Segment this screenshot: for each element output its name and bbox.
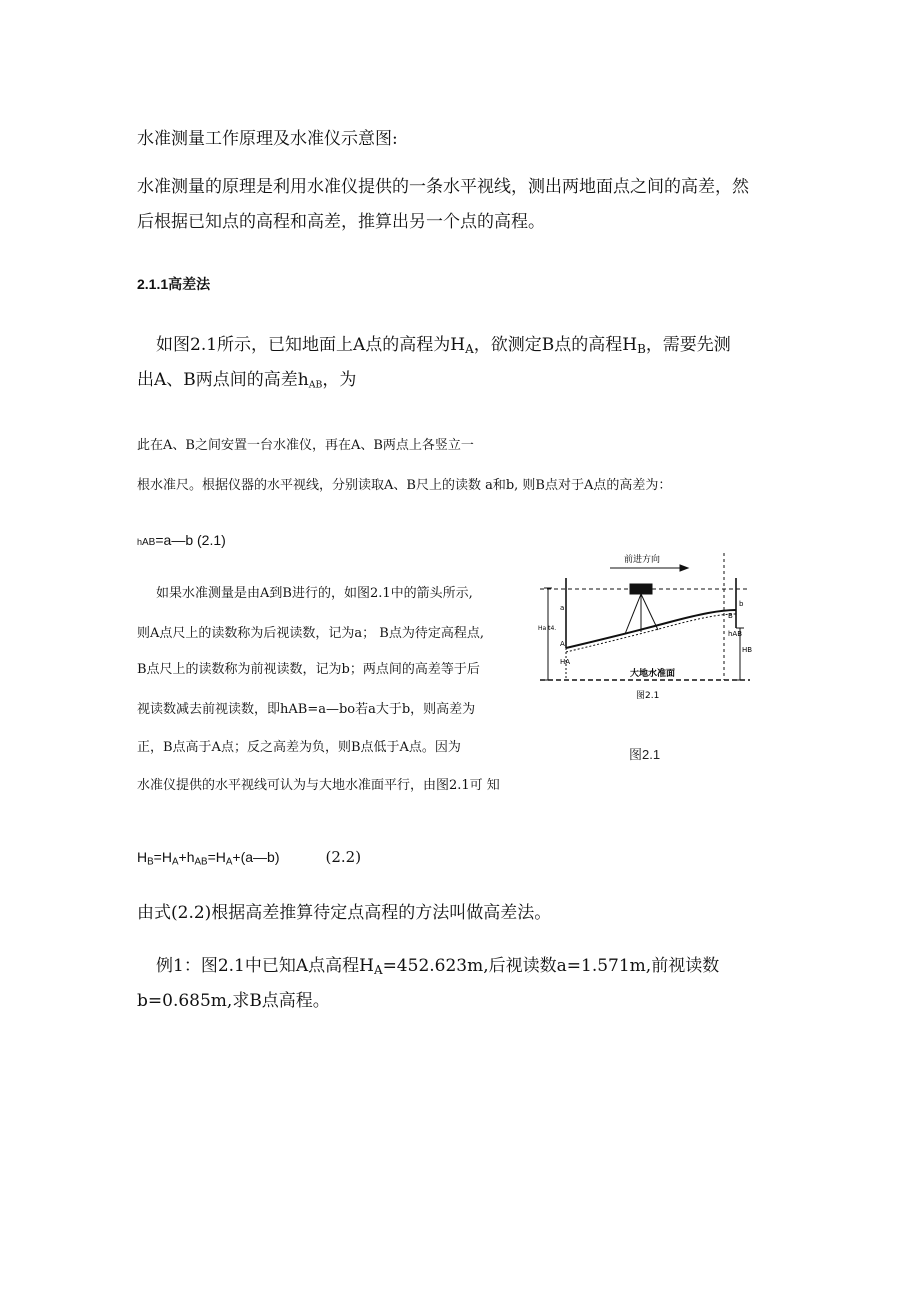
heading: 水准测量工作原理及水准仪示意图: [137, 129, 398, 149]
para2-line-6: 水准仪提供的水平视线可认为与大地水准面平行，由图2.1可 知 [137, 778, 500, 793]
label-HA: HA [560, 658, 571, 666]
level-instrument [630, 584, 652, 594]
para2-line-1: 如果水准测量是由A到B进行的，如图2.1中的箭头所示, [156, 586, 473, 601]
label-b: b [739, 600, 744, 608]
tripod-leg-left [625, 594, 641, 634]
small-line-2: 根水准尺。根据仪器的水平视线，分别读取A、B尺上的读数 a和b, 则B点对于A点的高差为： [137, 478, 672, 493]
label-hab: hAB [728, 630, 743, 638]
formula-2-1: hAB=a—b (2.1) [137, 532, 226, 548]
para2-line-2: 则A点尺上的读数称为后视读数，记为a； B点为待定高程点, [137, 626, 484, 641]
datum-label: 大地水准面 [630, 669, 676, 679]
inner-caption: 图2.1 [636, 691, 660, 701]
formula-2-2: $H_B=H_A+h_{AB}=H_A+(a—b)$ (2.2) [137, 848, 362, 868]
para1-line1: 如图2.1所示，已知地面上A点的高程为$H_A$，欲测定B点的高程$H_B$，需要先测 [156, 335, 731, 356]
para2-line-4: 视读数减去前视读数，即hAB=a—bo若a大于b，则高差为 [137, 702, 476, 717]
intro-line-1: 水准测量的原理是利用水准仪提供的一条水平视线，测出两地面点之间的高差，然 [137, 177, 749, 197]
label-B: B [728, 612, 733, 620]
direction-label: 前进方向 [624, 555, 661, 565]
label-HB: HB [742, 646, 753, 654]
label-ha-left: Ha t4. [538, 625, 557, 632]
conclusion: 由式(2.2)根据高差推算待定点高程的方法叫做高差法。 [137, 903, 552, 923]
intro-line-2: 后根据已知点的高程和高差，推算出另一个点的高程。 [137, 212, 545, 232]
figure-caption: 图2.1 [629, 747, 661, 762]
example-line-1: 例1：图2.1中已知A点高程$H_A=452.623m$,后视读数a=1.571m,前视读数 [156, 956, 720, 977]
example-line-2: b=0.685m,求B点高程。 [137, 991, 330, 1011]
para2-line-5: 正，B点高于A点；反之高差为负，则B点低于A点。因为 [137, 740, 461, 755]
para1-line2: 出A、B两点间的高差$h_{AB}$，为 [137, 370, 357, 391]
section-title: 2.1.1高差法 [137, 276, 211, 292]
label-A: A [560, 640, 565, 648]
leveling-diagram [540, 548, 760, 708]
para2-line-3: B点尺上的读数称为前视读数，记为b；两点间的高差等于后 [137, 662, 480, 677]
small-line-1: 此在A、B之间安置一台水准仪，再在A、B两点上各竖立一 [137, 438, 474, 453]
tripod-leg-right [641, 594, 658, 630]
label-a: a [560, 604, 565, 612]
